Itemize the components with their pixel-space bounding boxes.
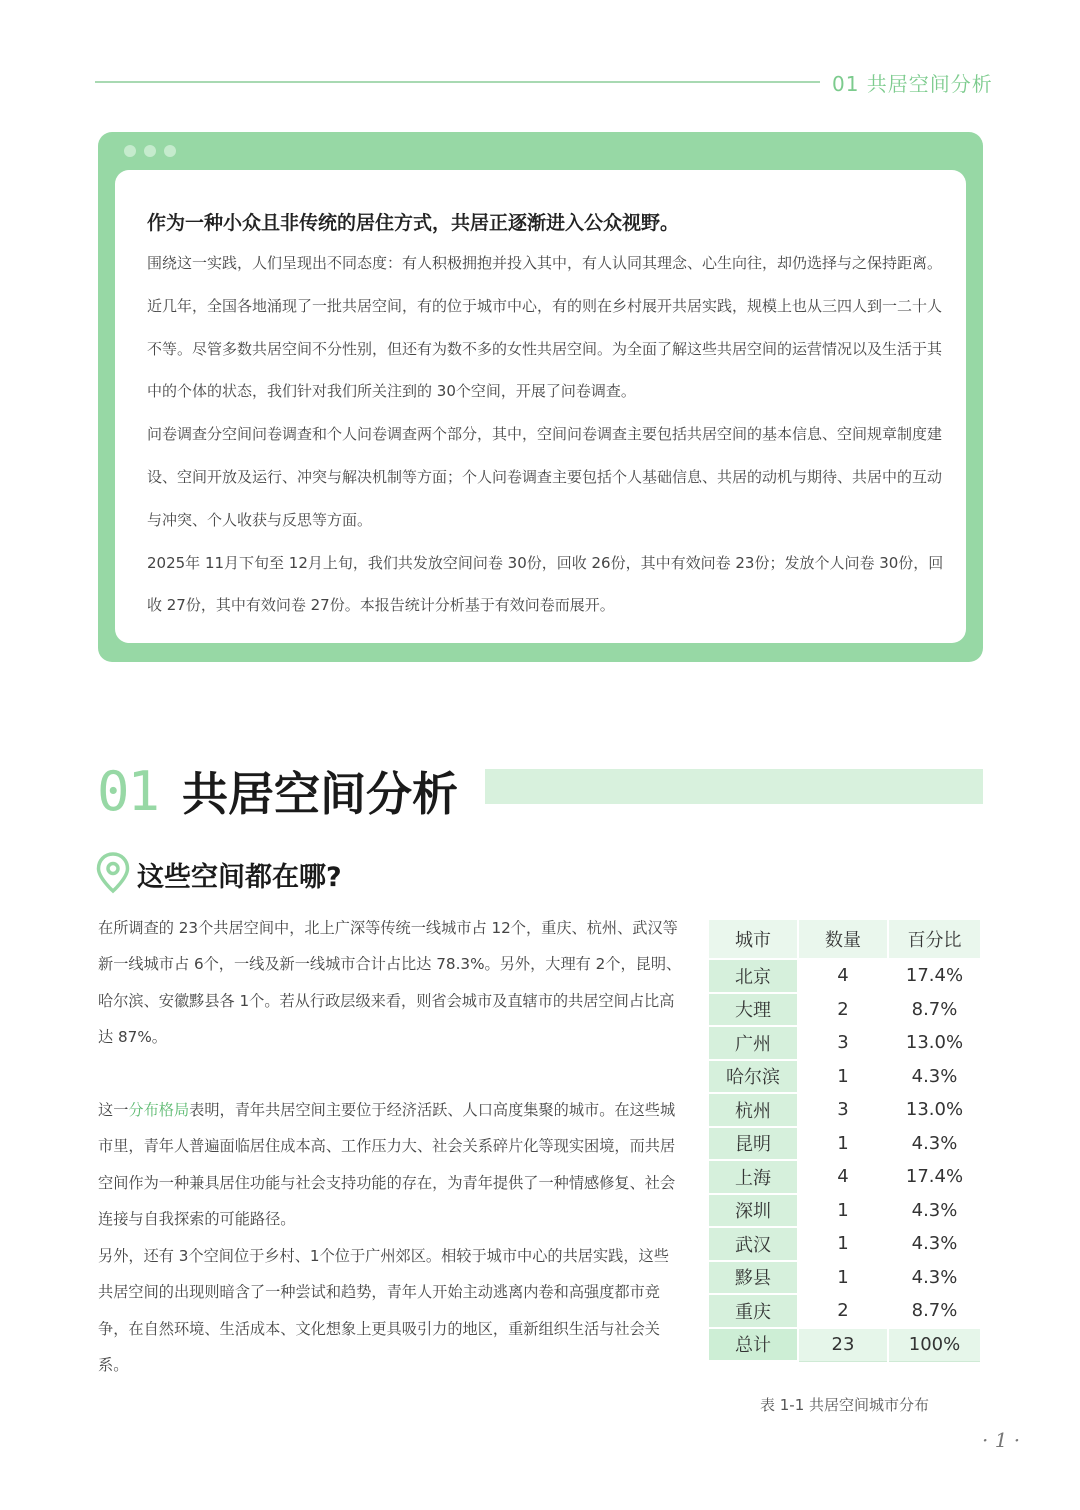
city-cell: 上海 [708,1160,798,1194]
percent-cell: 8.7% [888,1294,981,1328]
intro-card-body [115,170,966,643]
intro-paragraph: 围绕这一实践，人们呈现出不同态度：有人积极拥抱并投入其中，有人认同其理念、心生向往，却仍选择与之保持距离。近几年，全国各地涌现了一批共居空间，有的位于城市中心，有的则在乡村展开共居实践，规模上也从三四人到一二十人不等。尽管多数共居空间不分性别，但还有为数不多的女性共居空间。为全面了解这些共居空间的运营情况以及生活于其中的个体的状态，我们针对我们所关注到的 30个空间，开展了问卷调查。 [147,254,943,401]
count-cell: 1 [798,1060,888,1094]
count-cell: 3 [798,1026,888,1060]
subsection-title: 这些空间都在哪? [137,862,342,893]
percent-cell: 8.7% [888,993,981,1027]
table-caption: 表 1-1 共居空间城市分布 [759,1396,930,1414]
percent-cell: 13.0% [888,1026,981,1060]
percent-cell: 4.3% [888,1194,981,1228]
total-percent-cell: 100% [888,1328,981,1362]
text-span: 这一 [98,1101,129,1119]
location-pin-icon [96,852,130,894]
intro-text [147,242,947,627]
city-cell: 黟县 [708,1261,798,1295]
count-cell: 1 [798,1261,888,1295]
percent-cell: 13.0% [888,1093,981,1127]
percent-cell: 4.3% [888,1127,981,1161]
dot-icon [164,145,176,157]
count-cell: 2 [798,1294,888,1328]
dot-icon [124,145,136,157]
table-row [708,1127,981,1161]
section-number: 01 [97,760,159,823]
section-title: 共居空间分析 [182,767,458,821]
table-row [708,1160,981,1194]
percent-cell: 4.3% [888,1060,981,1094]
percent-cell: 4.3% [888,1227,981,1261]
table-row [708,1261,981,1295]
count-cell: 2 [798,993,888,1027]
intro-paragraph: 问卷调查分空间问卷调查和个人问卷调查两个部分，其中，空间问卷调查主要包括共居空间的基本信息、空间规章制度建设、空间开放及运行、冲突与解决机制等方面；个人问卷调查主要包括个人基础信息、共居的动机与期待、共居中的互动与冲突、个人收获与反思等方面。 [147,425,943,529]
table-header-cell: 数量 [798,919,888,959]
table-header-cell: 百分比 [888,919,981,959]
city-cell: 重庆 [708,1294,798,1328]
table-row [708,1026,981,1060]
count-cell: 1 [798,1227,888,1261]
count-cell: 1 [798,1127,888,1161]
page-number: · 1 · [982,1428,1021,1452]
city-cell: 大理 [708,993,798,1027]
count-cell: 4 [798,1160,888,1194]
table-row [708,1060,981,1094]
intro-card [98,132,983,662]
table-row [708,1194,981,1228]
city-cell: 深圳 [708,1194,798,1228]
table-row [708,959,981,993]
total-label-cell: 总计 [708,1328,798,1362]
table-row [708,1294,981,1328]
percent-cell: 17.4% [888,1160,981,1194]
city-cell: 昆明 [708,1127,798,1161]
city-cell: 哈尔滨 [708,1060,798,1094]
header-rule [95,81,820,83]
table-row [708,1227,981,1261]
percent-cell: 17.4% [888,959,981,993]
table-header-row [708,919,981,959]
window-dots [124,145,176,157]
body-paragraph-2 [98,1092,683,1237]
count-cell: 3 [798,1093,888,1127]
intro-heading: 作为一种小众且非传统的居住方式，共居正逐渐进入公众视野。 [147,212,680,234]
city-cell: 杭州 [708,1093,798,1127]
city-cell: 广州 [708,1026,798,1060]
percent-cell: 4.3% [888,1261,981,1295]
city-cell: 北京 [708,959,798,993]
count-cell: 4 [798,959,888,993]
body-paragraph-3: 另外，还有 3个空间位于乡村、1个位于广州郊区。相较于城市中心的共居实践，这些共居空间的出现则暗含了一种尝试和趋势，青年人开始主动逃离内卷和高强度都市竞争，在自然环境、生活成本、文化想象上更具吸引力的地区，重新组织生活与社会关系。 [98,1247,669,1374]
body-paragraph-1: 在所调查的 23个共居空间中，北上广深等传统一线城市占 12个，重庆、杭州、武汉等新一线城市占 6个，一线及新一线城市合计占比达 78.3%。另外，大理有 2个，昆明、哈尔滨、安徽黟县各 1个。若从行政层级来看，则省会城市及直辖市的共居空间占比高达 87%。 [98,919,682,1046]
table-row [708,993,981,1027]
city-cell: 武汉 [708,1227,798,1261]
dot-icon [144,145,156,157]
intro-paragraph: 2025年 11月下旬至 12月上旬，我们共发放空间问卷 30份，回收 26份，其中有效问卷 23份；发放个人问卷 30份，回收 27份，其中有效问卷 27份。本报告统计分析基于有效问卷而展开。 [147,553,944,615]
total-count-cell: 23 [798,1328,888,1362]
table-total-row [708,1328,981,1362]
city-distribution-table [707,918,982,1362]
table-row [708,1093,981,1127]
table-header-cell: 城市 [708,919,798,959]
running-header: 01 共居空间分析 [832,72,993,96]
count-cell: 1 [798,1194,888,1228]
text-span: 表明，青年共居空间主要位于经济活跃、人口高度集聚的城市。在这些城市里，青年人普遍面临居住成本高、工作压力大、社会关系碎片化等现实困境，而共居空间作为一种兼具居住功能与社会支持功能的存在，为青年提供了一种情感修复、社会连接与自我探索的可能路径。 [98,1101,676,1228]
section-title-bar [485,769,983,804]
highlight-text: 分布格局 [128,1101,190,1119]
